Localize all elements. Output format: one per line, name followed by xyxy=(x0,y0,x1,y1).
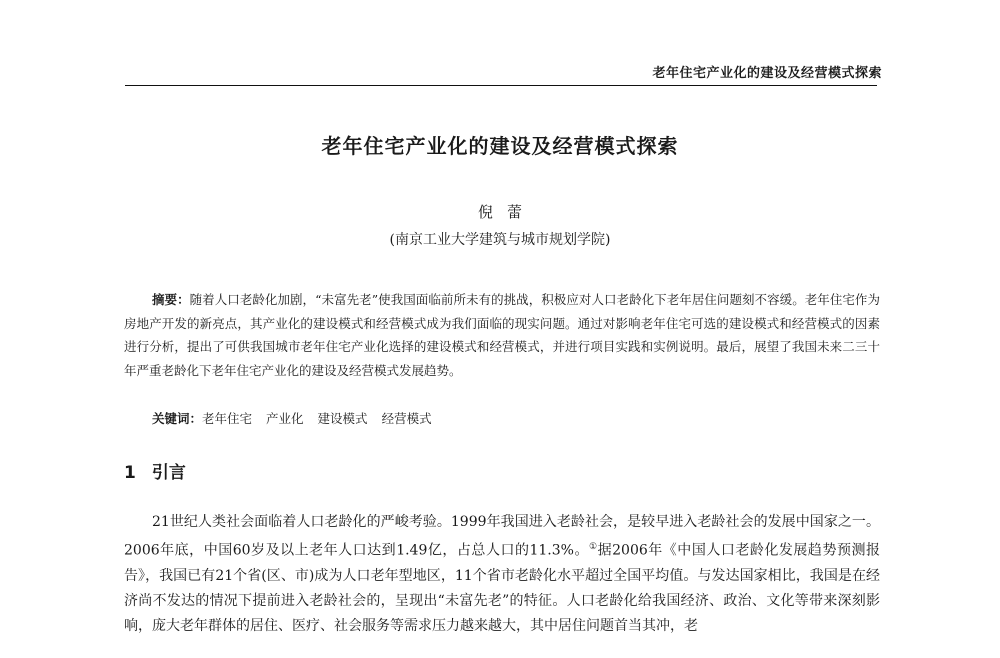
abstract xyxy=(124,288,880,382)
footnote-mark: ① xyxy=(589,542,598,552)
abstract-label: 摘要： xyxy=(152,292,190,307)
keyword-item: 产业化 xyxy=(266,411,304,426)
body-paragraph xyxy=(124,510,880,658)
section-number: 1 xyxy=(124,463,136,483)
header-rule xyxy=(125,85,877,86)
section-title: 引言 xyxy=(151,463,186,483)
keywords-label: 关键词： xyxy=(152,411,203,426)
author-affiliation: (南京工业大学建筑与城市规划学院) xyxy=(389,232,611,248)
running-head: 老年住宅产业化的建设及经营模式探索 xyxy=(652,66,882,81)
author-name: 倪蕾 xyxy=(477,203,536,221)
abstract-text: 随着人口老龄化加剧，“未富先老”使我国面临前所未有的挑战，积极应对人口老龄化下老年居住问题刻不容缓。老年住宅作为房地产开发的新亮点，其产业化的建设模式和经营模式成为我们面临的现实问题。通过对影响老年住宅可选的建设模式和经营模式的因素进行分析，提出了可供我国城市老年住宅产业化选择的建设模式和经营模式，并进行项目实践和实例说明。最后，展望了我国未来二三十年严重老龄化下老年住宅产业化的建设及经营模式发展趋势。 xyxy=(124,292,880,378)
section-heading xyxy=(124,458,186,483)
keyword-item: 老年住宅 xyxy=(202,411,253,426)
keyword-item: 经营模式 xyxy=(381,411,432,426)
body-text-part2: 据2006年《中国人口老龄化发展趋势预测报告》，我国已有21个省(区、市)成为人口老年型地区，11个省市老龄化水平超过全国平均值。与发达国家相比，我国是在经济尚不发达的情况下提前进入老龄社会的，呈现出“未富先老”的特征。人口老龄化给我国经济、政治、文化等带来深刻影响，庞大老年群体的居住、医疗、社会服务等需求压力越来越大，其中居住问题首当其冲，老 xyxy=(124,542,880,634)
keyword-item: 建设模式 xyxy=(317,411,368,426)
body-text-part1: 21世纪人类社会面临着人口老龄化的严峻考验。1999年我国进入老龄社会，是较早进入老龄社会的发展中国家之一。2006年底，中国60岁及以上老年人口达到1.49亿，占总人口的11.3%。 xyxy=(124,514,880,559)
paper-title: 老年住宅产业化的建设及经营模式探索 xyxy=(321,134,679,158)
keywords xyxy=(152,407,446,430)
